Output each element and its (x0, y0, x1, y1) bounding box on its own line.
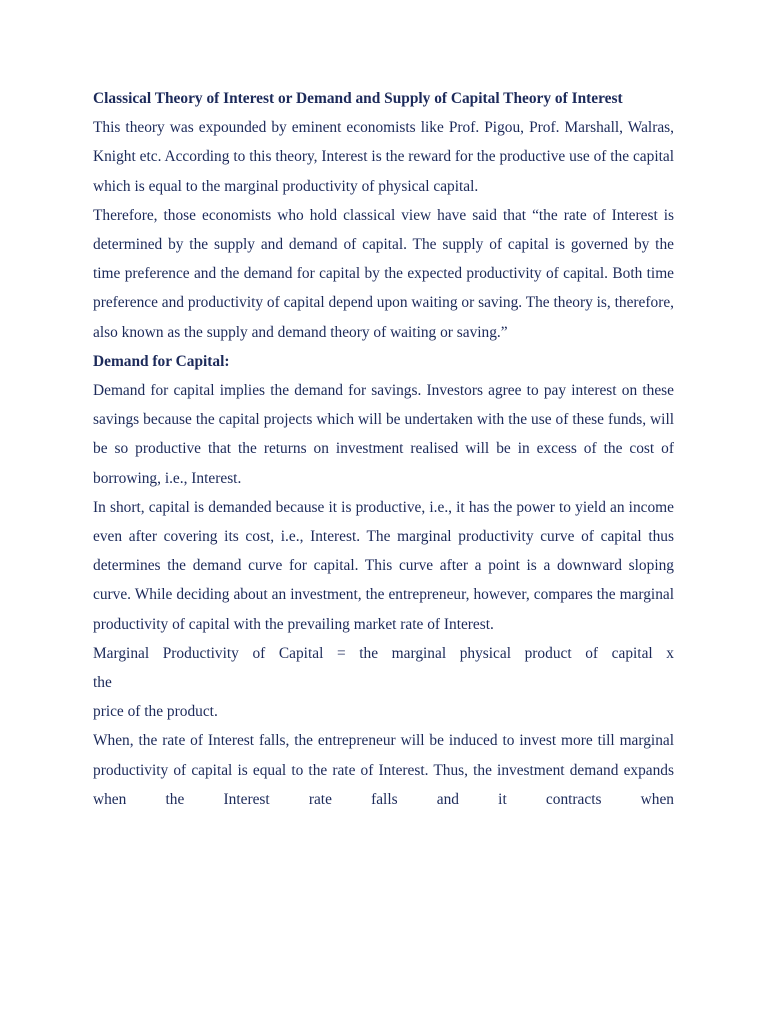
document-title: Classical Theory of Interest or Demand and Supply of Capital Theory of Interest (93, 90, 623, 107)
formula-line: price of the product. (93, 703, 218, 721)
paragraph-theory-intro: This theory was expounded by eminent economists like Prof. Pigou, Prof. Marshall, Walras, Knight etc. According to this theory, Interest is the reward for the productive use of the capital which is equal to the marginal productivity of physical capital. (93, 119, 674, 195)
formula-marginal-productivity (93, 639, 674, 727)
heading-demand-for-capital: Demand for Capital: (93, 352, 230, 370)
paragraph-interest-falls: When, the rate of Interest falls, the entrepreneur will be induced to invest more till marginal productivity of capital is equal to the rate of Interest. Thus, the investment demand expands when the Interest rate falls and it contracts when (93, 732, 674, 808)
document-page (93, 84, 674, 814)
formula-line: Marginal Productivity of Capital = the marginal physical product of capital x (93, 644, 674, 662)
paragraph-productivity: In short, capital is demanded because it is productive, i.e., it has the power to yield an income even after covering its cost, i.e., Interest. The marginal productivity curve of capital thus determines the demand curve for capital. This curve after a point is a downward sloping curve. While deciding about an investment, the entrepreneur, however, compares the marginal productivity of capital with the prevailing market rate of Interest. (93, 498, 674, 633)
paragraph-classical-view: Therefore, those economists who hold classical view have said that “the rate of Interest is determined by the supply and demand of capital. The supply of capital is governed by the time preference and the demand for capital by the expected productivity of capital. Both time preference and productivity of capital depend upon waiting or saving. The theory is, therefore, also known as the supply and demand theory of waiting or saving.” (93, 206, 674, 341)
paragraph-demand-savings: Demand for capital implies the demand for savings. Investors agree to pay interest on these savings because the capital projects which will be undertaken with the use of these funds, will be so productive that the returns on investment realised will be in excess of the cost of borrowing, i.e., Interest. (93, 382, 674, 487)
formula-line: the (93, 674, 112, 692)
